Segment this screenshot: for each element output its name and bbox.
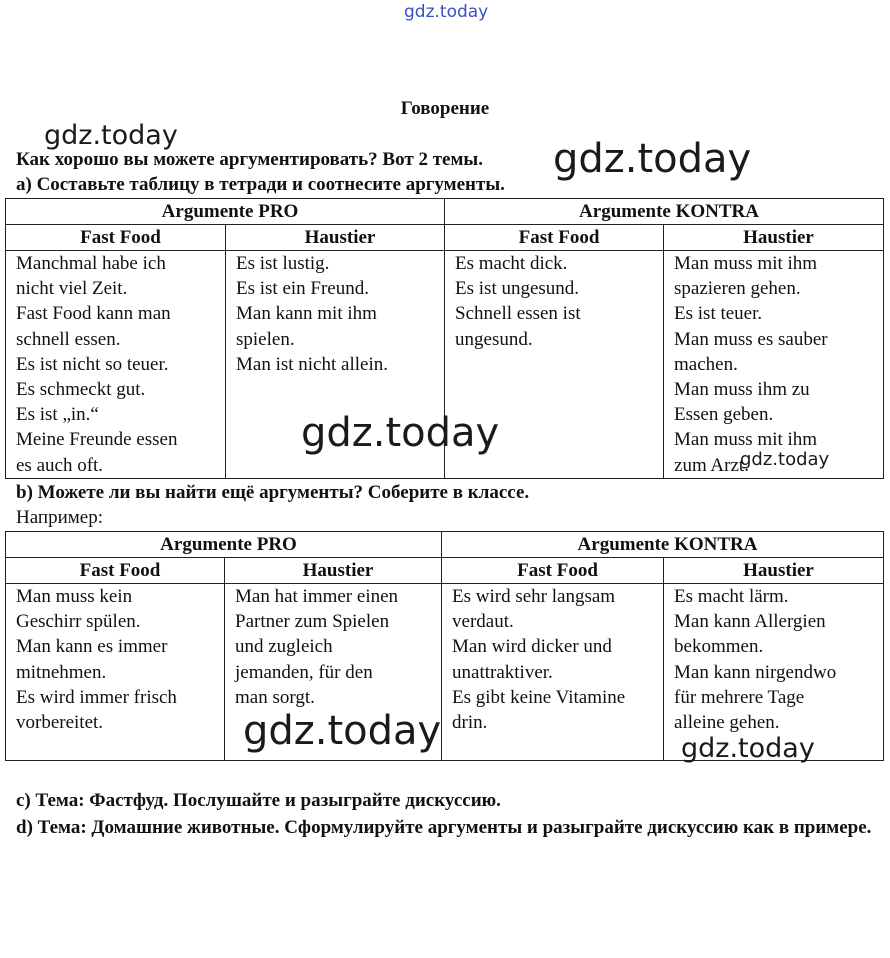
group-header-kontra: Argumente KONTRA	[442, 532, 884, 558]
cell-line: Meine Freunde essen	[16, 429, 178, 451]
col-header-kontra-fastfood: Fast Food	[442, 558, 664, 584]
col-header-pro-fastfood: Fast Food	[6, 225, 226, 251]
cell-line: für mehrere Tage	[674, 686, 805, 708]
cell-pro-fastfood	[6, 584, 225, 761]
cell-line: Manchmal habe ich	[16, 253, 166, 274]
cell-line: Man wird dicker und	[452, 636, 612, 658]
question-text: Как хорошо вы можете аргументировать? Вот 2 темы.	[16, 149, 483, 170]
cell-line: Man muss mit ihm	[674, 253, 818, 274]
col-header-pro-fastfood: Fast Food	[6, 558, 225, 584]
arguments-table-2	[5, 531, 884, 761]
cell-line: Man muss mit ihm	[674, 429, 818, 451]
cell-line: vorbereitet.	[16, 712, 104, 734]
task-d-label: d) Тема:	[16, 817, 87, 838]
cell-line: Man hat immer einen	[235, 586, 399, 607]
cell-line: man sorgt.	[235, 686, 315, 708]
cell-line: machen.	[674, 353, 738, 375]
cell-line: schnell essen.	[16, 328, 121, 350]
cell-line: Schnell essen ist	[455, 303, 581, 325]
cell-line: drin.	[452, 712, 488, 734]
cell-line: Es macht lärm.	[674, 586, 789, 607]
cell-line: Es ist teuer.	[674, 303, 763, 325]
group-header-pro: Argumente PRO	[6, 532, 442, 558]
cell-line: Fast Food kann man	[16, 303, 171, 325]
col-header-kontra-fastfood: Fast Food	[445, 225, 664, 251]
cell-pro-fastfood	[6, 251, 226, 479]
cell-line: ungesund.	[455, 328, 533, 350]
col-header-kontra-haustier: Haustier	[664, 558, 884, 584]
task-b-text: b) Можете ли вы найти ещё аргументы? Соберите в классе.	[16, 482, 530, 503]
col-header-pro-haustier: Haustier	[226, 225, 445, 251]
cell-line: Es schmeckt gut.	[16, 379, 146, 401]
cell-line: Es macht dick.	[455, 253, 568, 274]
cell-line: Es wird sehr langsam	[452, 586, 616, 607]
cell-line: Man kann nirgendwo	[674, 661, 837, 683]
cell-kontra-fastfood	[442, 584, 664, 761]
cell-line: spazieren gehen.	[674, 278, 801, 300]
col-header-kontra-haustier: Haustier	[664, 225, 884, 251]
cell-line: Man kann mit ihm	[236, 303, 377, 325]
watermark: gdz.today	[44, 120, 178, 151]
cell-line: Es wird immer frisch	[16, 686, 177, 708]
cell-line: Man muss es sauber	[674, 328, 828, 350]
cell-line: Man ist nicht allein.	[236, 353, 388, 375]
cell-line: spielen.	[236, 328, 295, 350]
cell-line: mitnehmen.	[16, 661, 107, 683]
task-c-text	[16, 790, 501, 812]
cell-line: Es ist nicht so teuer.	[16, 353, 169, 375]
cell-line: Man kann Allergien	[674, 611, 826, 633]
watermark: gdz.today	[243, 708, 442, 754]
cell-line: bekommen.	[674, 636, 764, 658]
section-heading: Говорение	[400, 98, 490, 119]
col-header-pro-haustier: Haustier	[225, 558, 442, 584]
cell-line: Man muss kein	[16, 586, 133, 607]
group-header-kontra: Argumente KONTRA	[445, 199, 884, 225]
task-d-text	[16, 815, 876, 840]
cell-line: Es ist ein Freund.	[236, 278, 369, 300]
cell-line: und zugleich	[235, 636, 333, 658]
task-d-body: Домашние животные. Сформулируйте аргументы и разыграйте дискуссию как в примере.	[86, 817, 872, 838]
watermark-top[interactable]: gdz.today	[404, 2, 489, 22]
cell-line: verdaut.	[452, 611, 514, 633]
cell-line: zum Arzt.	[674, 454, 749, 476]
watermark: gdz.today	[301, 410, 500, 456]
task-c-body: Фастфуд. Послушайте и разыграйте дискуссию.	[84, 790, 501, 811]
example-label: Например:	[16, 507, 103, 528]
watermark: gdz.today	[553, 136, 752, 182]
cell-line: Es ist „in.“	[16, 404, 99, 426]
cell-kontra-haustier	[664, 251, 884, 479]
cell-line: es auch oft.	[16, 454, 104, 476]
cell-line: nicht viel Zeit.	[16, 278, 128, 300]
cell-line: Essen geben.	[674, 404, 774, 426]
cell-line: Partner zum Spielen	[235, 611, 390, 633]
watermark: gdz.today	[740, 449, 830, 470]
task-c-label: c) Тема:	[16, 790, 85, 811]
watermark: gdz.today	[681, 733, 815, 764]
group-header-pro: Argumente PRO	[6, 199, 445, 225]
cell-line: Man muss ihm zu	[674, 379, 810, 401]
cell-line: jemanden, für den	[235, 661, 373, 683]
task-a-text: a) Составьте таблицу в тетради и соотнесите аргументы.	[16, 174, 505, 195]
cell-line: Es ist lustig.	[236, 253, 330, 274]
cell-line: alleine gehen.	[674, 712, 780, 734]
cell-line: Es gibt keine Vitamine	[452, 686, 626, 708]
cell-line: Es ist ungesund.	[455, 278, 580, 300]
cell-line: Geschirr spülen.	[16, 611, 141, 633]
cell-line: unattraktiver.	[452, 661, 553, 683]
cell-line: Man kann es immer	[16, 636, 168, 658]
